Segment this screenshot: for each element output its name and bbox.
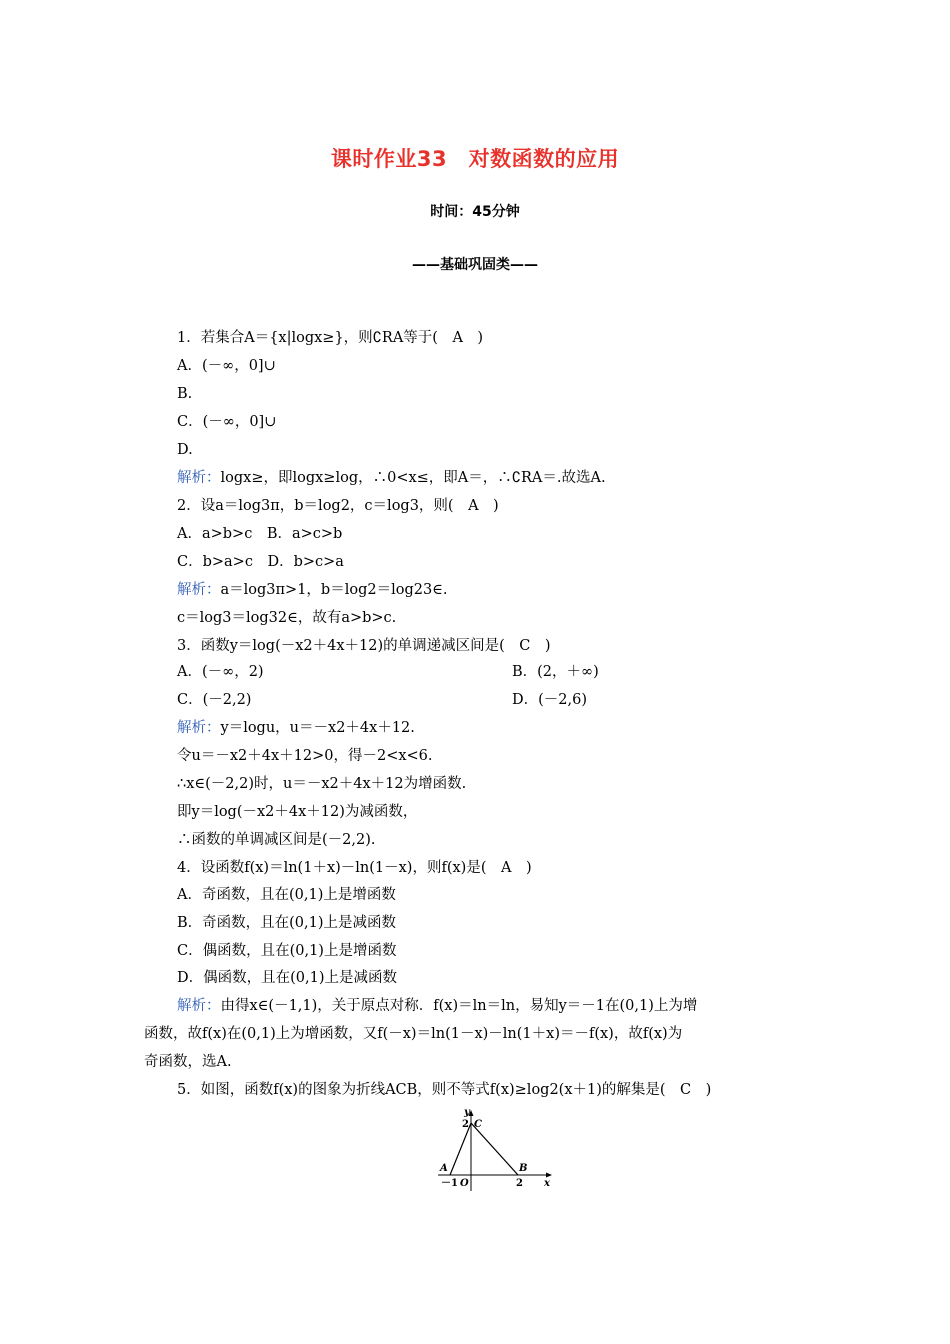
q1-analysis-text: logx≥，即logx≥log，∴0<x≤，即A＝，∴∁RA＝.故选A. bbox=[220, 470, 606, 486]
x-tick-two: 2 bbox=[516, 1178, 523, 1189]
q1-stem: 1．若集合A＝{x|logx≥}，则∁RA等于( A ) bbox=[177, 330, 484, 346]
q4-analysis-text: 由得x∈(－1,1)，关于原点对称．f(x)＝ln＝ln，易知y＝－1在(0,1)上为增 bbox=[220, 998, 698, 1014]
q4-analysis-cont: 奇函数，选A. bbox=[144, 1054, 232, 1070]
q2-analysis-text: a＝log3π>1，b＝log2＝log23∈. bbox=[220, 582, 448, 598]
polyline-acb bbox=[450, 1123, 518, 1175]
y-tick-two: 2 bbox=[462, 1119, 469, 1130]
x-axis-label: x bbox=[544, 1178, 550, 1189]
q1-option-c: C．(－∞，0]∪ bbox=[177, 414, 277, 430]
q3-option-a: A．(－∞，2) bbox=[177, 664, 264, 680]
q3-option-c: C．(－2,2) bbox=[177, 692, 252, 708]
y-axis-label: y bbox=[464, 1107, 470, 1118]
point-b-label: B bbox=[519, 1163, 528, 1174]
q4-analysis bbox=[177, 996, 697, 1016]
q4-stem: 4．设函数f(x)＝ln(1＋x)－ln(1－x)，则f(x)是( A ) bbox=[177, 860, 532, 876]
q3-analysis-line: 即y＝log(－x2＋4x＋12)为减函数， bbox=[177, 804, 418, 820]
analysis-label: 解析： bbox=[177, 470, 221, 486]
q3-analysis-line: ∴x∈(－2,2)时，u＝－x2＋4x＋12为增函数. bbox=[177, 776, 467, 792]
q5-stem: 5．如图，函数f(x)的图象为折线ACB，则不等式f(x)≥log2(x＋1)的解集是( C ) bbox=[177, 1082, 712, 1098]
page-title: 课时作业33 对数函数的应用 bbox=[330, 147, 620, 171]
q1-analysis bbox=[177, 468, 606, 488]
q3-stem: 3．函数y＝log(－x2＋4x＋12)的单调递减区间是( C ) bbox=[177, 638, 551, 654]
q4-option-b: B．奇函数，且在(0,1)上是减函数 bbox=[177, 915, 397, 931]
q1-option-b: B. bbox=[177, 386, 193, 402]
q4-option-a: A．奇函数，且在(0,1)上是增函数 bbox=[177, 887, 396, 903]
time-limit: 时间：45分钟 bbox=[430, 204, 520, 220]
q2-options-ab: A．a>b>c B．a>c>b bbox=[177, 526, 343, 542]
q3-analysis-line: ∴函数的单调减区间是(－2,2). bbox=[177, 832, 376, 848]
point-c-label: C bbox=[474, 1119, 482, 1130]
analysis-label: 解析： bbox=[177, 582, 221, 598]
q3-analysis bbox=[177, 718, 415, 738]
analysis-label: 解析： bbox=[177, 998, 221, 1014]
q2-stem: 2．设a＝log3π，b＝log2，c＝log3，则( A ) bbox=[177, 498, 499, 514]
q2-analysis bbox=[177, 580, 448, 600]
q1-option-a: A．(－∞，0]∪ bbox=[177, 358, 276, 374]
q1-option-d: D. bbox=[177, 442, 193, 458]
q3-analysis-line: 令u＝－x2＋4x＋12>0，得－2<x<6. bbox=[177, 748, 433, 764]
section-heading: ——基础巩固类—— bbox=[412, 257, 538, 273]
point-a-label: A bbox=[440, 1163, 448, 1174]
origin-label: O bbox=[460, 1178, 469, 1189]
q4-analysis-cont: 函数，故f(x)在(0,1)上为增函数，又f(－x)＝ln(1－x)－ln(1＋x)＝－f(x)，故f(x)为 bbox=[144, 1026, 683, 1042]
x-tick-neg-one: －1 bbox=[441, 1178, 458, 1189]
q2-options-cd: C．b>a>c D．b>c>a bbox=[177, 554, 344, 570]
q4-option-c: C．偶函数，且在(0,1)上是增函数 bbox=[177, 943, 397, 959]
q5-function-graph bbox=[430, 1105, 560, 1195]
q3-analysis-text: y＝logu，u＝－x2＋4x＋12. bbox=[220, 720, 415, 736]
q4-option-d: D．偶函数，且在(0,1)上是减函数 bbox=[177, 970, 397, 986]
q3-option-d: D．(－2,6) bbox=[512, 692, 587, 708]
q3-option-b: B．(2，＋∞) bbox=[512, 664, 599, 680]
analysis-label: 解析： bbox=[177, 720, 221, 736]
x-axis-arrow bbox=[546, 1173, 552, 1178]
q2-analysis-line2: c＝log3＝log32∈，故有a>b>c. bbox=[177, 610, 397, 626]
